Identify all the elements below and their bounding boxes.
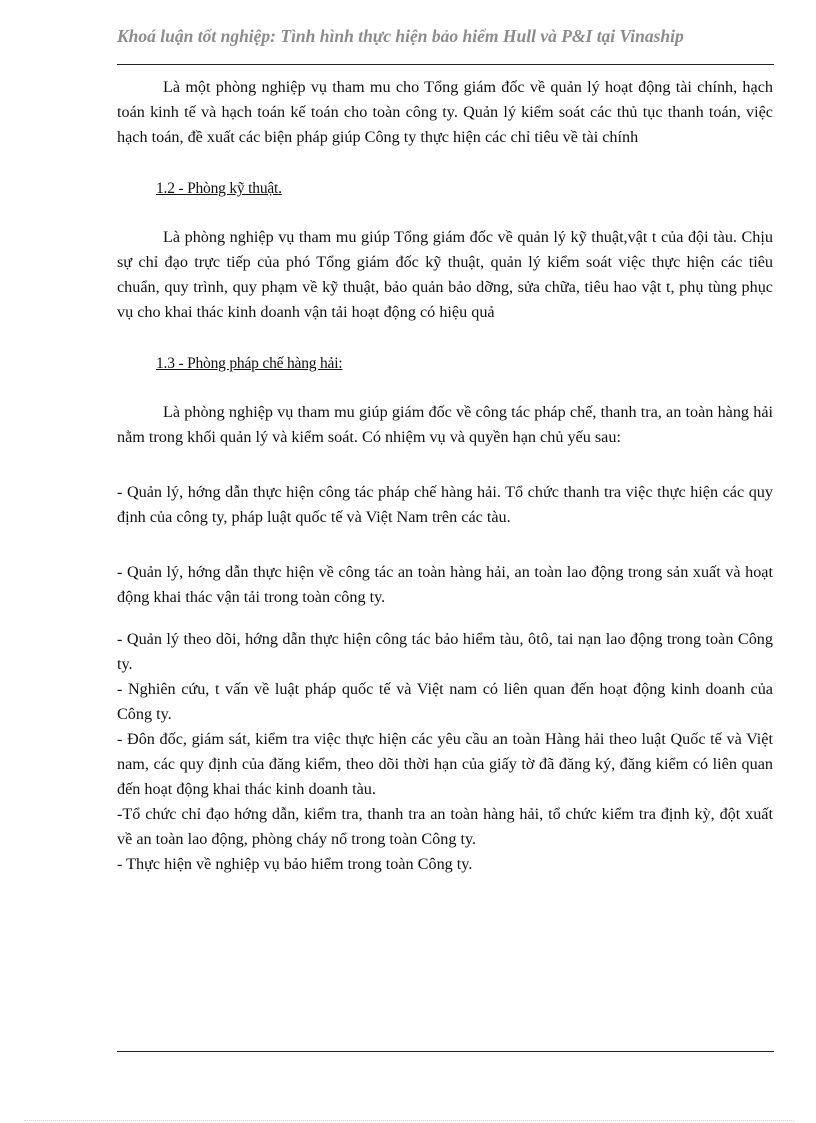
page-edge	[24, 1120, 794, 1121]
list-item: - Quản lý theo dõi, hớng dẫn thực hiện công tác bảo hiểm tàu, ôtô, tai nạn lao động trong toàn Công ty.	[117, 630, 773, 673]
list-item: -Tổ chức chỉ đạo hớng dẫn, kiểm tra, thanh tra an toàn hàng hải, tổ chức kiểm tra định kỳ, đột xuất về an toàn lao động, phòng cháy nổ trong toàn Công ty.	[117, 805, 773, 848]
list-item: - Quản lý, hớng dẫn thực hiện công tác pháp chế hàng hải. Tổ chức thanh tra việc thực hiện các quy định của công ty, pháp luật quốc tế và Việt Nam trên các tàu.	[117, 483, 773, 526]
list-item: - Thực hiện về nghiệp vụ bảo hiểm trong toàn Công ty.	[117, 855, 473, 873]
section-heading-1-3: 1.3 - Phòng pháp chế hàng hải:	[156, 355, 343, 372]
list-item: - Đôn đốc, giám sát, kiểm tra việc thực hiện các yêu cầu an toàn Hàng hải theo luật Quốc tế và Việt nam, các quy định của đăng kiểm, theo dõi thời hạn của giấy tờ đã đăng ký, đăng kiểm có liên quan đến hoạt động khai thác kinh doanh tàu.	[117, 730, 773, 798]
page-header-title: Khoá luận tốt nghiệp: Tình hình thực hiện bảo hiểm Hull và P&I tại Vinaship	[117, 26, 684, 46]
header-rule	[117, 64, 774, 65]
paragraph-1-3: Là phòng nghiệp vụ tham mu giúp giám đốc về công tác pháp chế, thanh tra, an toàn hàng hải nằm trong khối quản lý và kiểm soát. Có nhiệm vụ và quyền hạn chủ yếu sau:	[117, 403, 773, 446]
footer-rule	[117, 1051, 774, 1052]
list-item: - Nghiên cứu, t vấn về luật pháp quốc tế và Việt nam có liên quan đến hoạt động kinh doanh của Công ty.	[117, 680, 773, 723]
document-body	[117, 75, 773, 877]
paragraph-1-2: Là phòng nghiệp vụ tham mu giúp Tổng giám đốc về quản lý kỹ thuật,vật t của đội tàu. Chịu sự chỉ đạo trực tiếp của phó Tổng giám đốc kỹ thuật, quản lý kiểm soát việc thực hiện các tiêu chuẩn, quy trình, quy phạm về kỹ thuật, bảo quản bảo dỡng, sửa chữa, tiêu hao vật t, phụ tùng phục vụ cho khai thác kinh doanh vận tải hoạt động có hiệu quả	[117, 228, 773, 321]
list-item: - Quản lý, hớng dẫn thực hiện về công tác an toàn hàng hải, an toàn lao động trong sản xuất và hoạt động khai thác vận tải trong toàn công ty.	[117, 563, 773, 606]
section-heading-1-2: 1.2 - Phòng kỹ thuật.	[156, 180, 282, 197]
paragraph-intro: Là một phòng nghiệp vụ tham mu cho Tổng giám đốc về quản lý hoạt động tài chính, hạch toán kinh tế và hạch toán kế toán cho toàn công ty. Quản lý kiểm soát các thủ tục thanh toán, việc hạch toán, đề xuất các biện pháp giúp Công ty thực hiện các chỉ tiêu về tài chính	[117, 78, 773, 146]
